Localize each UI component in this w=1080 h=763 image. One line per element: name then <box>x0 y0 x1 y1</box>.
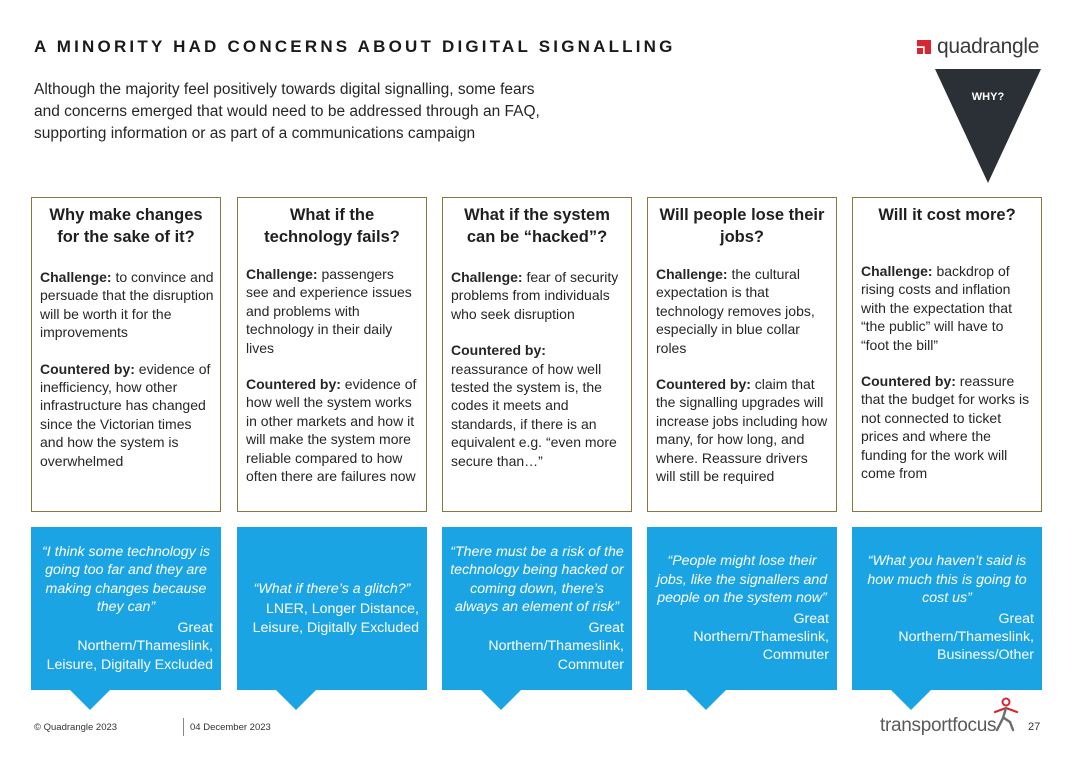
card-body <box>656 265 830 485</box>
quote-box <box>852 527 1042 690</box>
card-countered: Countered by: evidence of inefficiency, how other infrastructure has changed since the Victorian times and how the system is overwhelmed <box>40 360 211 469</box>
copyright: © Quadrangle 2023 <box>34 722 118 733</box>
speech-tail-icon <box>686 690 726 710</box>
quote-source: Great Northern/Thameslink, Commuter <box>693 610 829 664</box>
card-heading: Will it cost more? <box>878 206 1016 224</box>
card-body <box>40 268 214 470</box>
card-heading: What if the technology fails? <box>264 206 400 246</box>
speech-tail-icon <box>70 690 110 710</box>
card-countered: Countered by: evidence of how well the system works in other markets and how it will make the system more reliable compared to how often there are failures now <box>246 376 417 485</box>
concern-card-cost <box>852 197 1042 512</box>
triangle-shape-icon <box>935 69 1043 184</box>
transport-focus-figure-icon <box>991 696 1021 732</box>
quadrangle-logo-text: quadrangle <box>937 35 1040 58</box>
card-countered: Countered by: claim that the signalling upgrades will increase jobs including how many, for how long, and where. Reassure drivers will still be required <box>656 376 828 485</box>
card-heading: Why make changes for the sake of it? <box>49 206 203 246</box>
intro-text: Although the majority feel positively towards digital signalling, some fears and concerns emerged that would need to be addressed through an FAQ, supporting information or as part of a communications campaign <box>34 81 540 142</box>
quadrangle-mark-icon <box>917 40 931 54</box>
card-countered: Countered by: reassurance of how well tested the system is, the codes it meets and standards, if there is an equivalent e.g. “even more secure than…” <box>451 342 617 469</box>
card-body <box>451 268 625 470</box>
quote-source: Great Northern/Thameslink, Business/Other <box>898 610 1034 664</box>
quote-box <box>647 527 837 690</box>
quote-text: “I think some technology is going too far and they are making changes because they can” <box>42 544 210 616</box>
quote-source: LNER, Longer Distance, Leisure, Digitally Excluded <box>252 601 419 636</box>
quote-text: “What you haven’t said is how much this is going to cost us” <box>867 553 1027 607</box>
card-body <box>861 262 1035 482</box>
why-triangle <box>935 69 1043 184</box>
card-challenge: Challenge: the cultural expectation is that technology removes jobs, especially in blue collar roles <box>656 266 815 356</box>
quote-box <box>442 527 632 690</box>
quote-box <box>31 527 221 690</box>
speech-tail-icon <box>481 690 521 710</box>
report-date: 04 December 2023 <box>190 722 271 733</box>
card-challenge: Challenge: fear of security problems from individuals who seek disruption <box>451 269 619 322</box>
card-heading: What if the system can be “hacked”? <box>464 206 610 246</box>
quote-box <box>237 527 427 690</box>
card-countered: Countered by: reassure that the budget for works is not connected to ticket prices and where the funding for the work will come from <box>861 373 1030 482</box>
card-challenge: Challenge: backdrop of rising costs and inflation with the expectation that “the public” will have to “foot the bill” <box>861 263 1012 353</box>
concern-card-tech-fails <box>237 197 427 512</box>
transport-focus-wordmark: transportfocus <box>880 715 997 736</box>
footer-divider <box>183 718 184 736</box>
quote-text: “There must be a risk of the technology being hacked or coming down, there’s always an element of risk” <box>450 544 624 616</box>
quote-text: “People might lose their jobs, like the signallers and people on the system now” <box>656 553 828 607</box>
card-body <box>246 265 420 485</box>
page-title: A MINORITY HAD CONCERNS ABOUT DIGITAL SIGNALLING <box>34 37 676 56</box>
card-challenge: Challenge: passengers see and experience issues and problems with technology in their daily lives <box>246 266 412 356</box>
concern-card-hacked <box>442 197 632 512</box>
card-challenge: Challenge: to convince and persuade that the disruption will be worth it for the improvements <box>40 269 214 341</box>
quote-source: Great Northern/Thameslink, Commuter <box>488 619 624 673</box>
speech-tail-icon <box>276 690 316 710</box>
quote-source: Great Northern/Thameslink, Leisure, Digitally Excluded <box>46 619 213 673</box>
speech-tail-icon <box>891 690 931 710</box>
card-heading: Will people lose their jobs? <box>659 206 825 246</box>
quote-text: “What if there’s a glitch?” <box>253 580 411 597</box>
concern-card-jobs <box>647 197 837 512</box>
page-number: 27 <box>1028 721 1041 733</box>
concern-card-why-change <box>31 197 221 512</box>
why-label: WHY? <box>971 91 1005 103</box>
quadrangle-logo <box>917 35 1039 59</box>
